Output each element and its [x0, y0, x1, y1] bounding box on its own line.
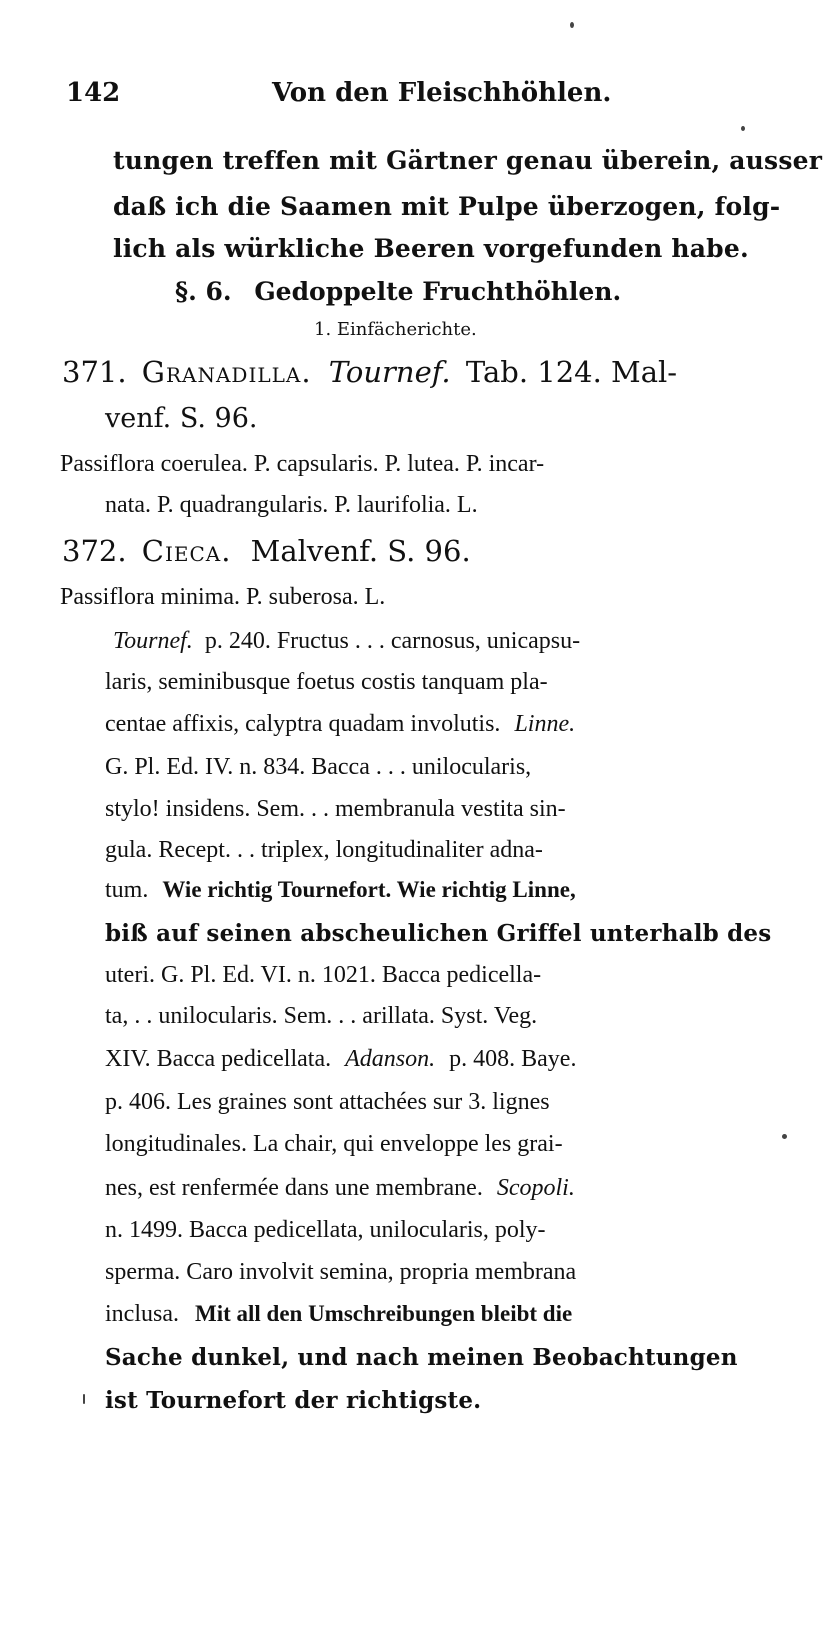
section-title: Gedoppelte Fruchthöhlen.: [254, 277, 622, 306]
section-number: §. 6.: [175, 277, 232, 306]
genus-number: 371.: [62, 355, 127, 389]
note-line: gula. Recept. . . triplex, longitudinaliter adna-: [105, 837, 543, 863]
genus-reference-cont: venf. S. 96.: [105, 403, 258, 434]
note-line: nes, est renfermée dans une membrane. Scopoli.: [105, 1175, 575, 1201]
genus-author: Tournef.: [328, 355, 451, 389]
note-line: ta, . . unilocularis. Sem. . . arillata. Syst. Veg.: [105, 1003, 538, 1029]
scan-speck: [782, 1134, 787, 1139]
scan-speck: [741, 126, 745, 131]
note-line: tum. Wie richtig Tournefort. Wie richtig Linne,: [105, 877, 576, 903]
section-heading: [175, 279, 621, 304]
genus-name: Cieca.: [141, 534, 232, 568]
species-line: Passiflora minima. P. suberosa. L.: [60, 584, 386, 610]
note-line: centae affixis, calyptra quadam involutis. Linne.: [105, 711, 576, 737]
note-line: uteri. G. Pl. Ed. VI. n. 1021. Bacca pedicella-: [105, 962, 542, 988]
note-line: inclusa. Mit all den Umschreibungen bleibt die: [105, 1301, 573, 1327]
note-line: longitudinales. La chair, qui enveloppe les grai-: [105, 1131, 563, 1157]
author-citation: Tournef.: [113, 628, 193, 654]
genus-reference: Malvenf. S. 96.: [250, 534, 471, 568]
note-line: biß auf seinen abscheulichen Griffel unterhalb des: [105, 920, 772, 947]
note-line: laris, seminibusque foetus costis tanquam pla-: [105, 669, 548, 695]
running-title: Von den Fleischhöhlen.: [272, 78, 612, 108]
scan-speck: [570, 22, 574, 28]
text-line: tungen treffen mit Gärtner genau überein, ausser: [113, 146, 823, 175]
genus-reference: Tab. 124. Mal-: [465, 355, 678, 389]
species-line: nata. P. quadrangularis. P. laurifolia. L.: [105, 492, 478, 518]
page-number: 142: [66, 78, 121, 108]
note-line: XIV. Bacca pedicellata. Adanson. p. 408. Baye.: [105, 1046, 577, 1072]
author-citation: Scopoli.: [496, 1175, 575, 1201]
section-subheading: 1. Einfächerichte.: [314, 319, 477, 340]
note-line: stylo! insidens. Sem. . . membranula vestita sin-: [105, 796, 566, 822]
note-line: ist Tournefort der richtigste.: [105, 1387, 482, 1414]
note-line: sperma. Caro involvit semina, propria membrana: [105, 1259, 577, 1285]
text-line: lich als würkliche Beeren vorgefunden habe.: [113, 234, 749, 263]
note-line: Sache dunkel, und nach meinen Beobachtungen: [105, 1344, 738, 1371]
note-line: G. Pl. Ed. IV. n. 834. Bacca . . . unilocularis,: [105, 754, 532, 780]
genus-number: 372.: [62, 534, 127, 568]
genus-heading-372: [62, 534, 471, 568]
author-citation: Adanson.: [345, 1046, 436, 1072]
note-line: Tournef. p. 240. Fructus . . . carnosus, unicapsu-: [113, 628, 581, 654]
species-line: Passiflora coerulea. P. capsularis. P. lutea. P. incar-: [60, 451, 545, 477]
genus-name: Granadilla.: [141, 355, 312, 389]
note-line: p. 406. Les graines sont attachées sur 3. lignes: [105, 1089, 550, 1115]
text-line: daß ich die Saamen mit Pulpe überzogen, folg-: [113, 192, 781, 221]
note-line: n. 1499. Bacca pedicellata, unilocularis, poly-: [105, 1217, 546, 1243]
scan-speck: [83, 1394, 85, 1404]
genus-heading-371: [62, 355, 678, 389]
author-citation: Linne.: [514, 711, 576, 737]
